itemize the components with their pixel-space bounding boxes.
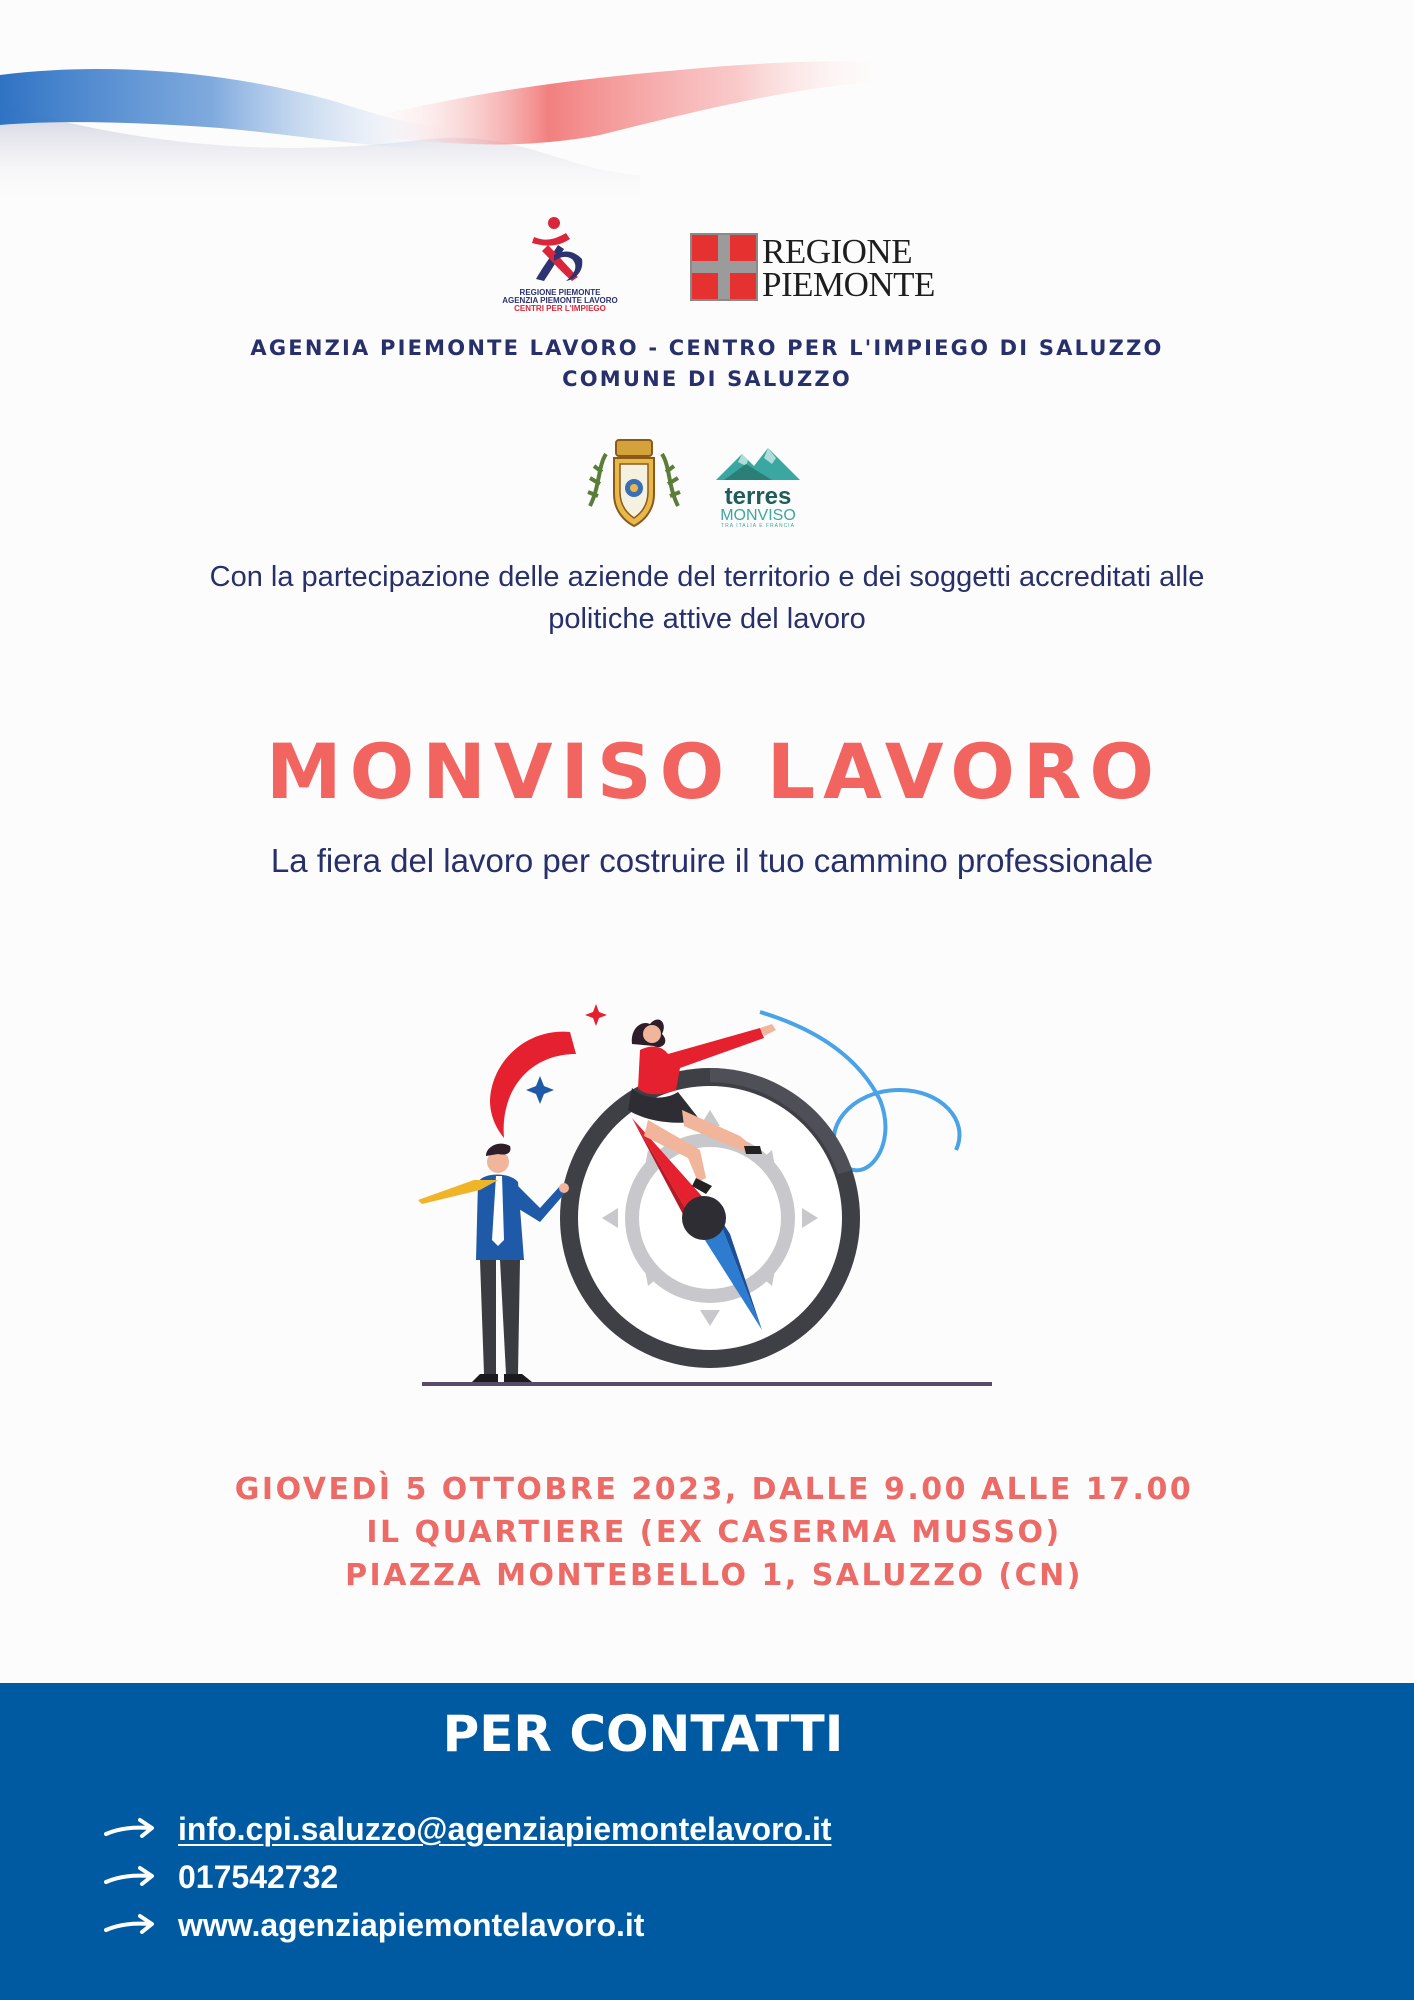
terres-tagline: TRA ITALIA E FRANCIA xyxy=(721,523,795,529)
man-figure xyxy=(418,1144,569,1382)
event-date: GIOVEDÌ 5 OTTOBRE 2023, DALLE 9.00 ALLE 17.00 xyxy=(234,1472,1194,1507)
needle-pivot xyxy=(682,1196,726,1240)
mountain-icon xyxy=(712,446,804,482)
regione-piemonte-flag xyxy=(690,233,758,301)
sparkle-icon xyxy=(526,1076,554,1104)
subtitle: La fiera del lavoro per costruire il tuo cammino professionale xyxy=(270,842,1154,879)
cpi-logo xyxy=(496,215,624,320)
regione-line1: REGIONE xyxy=(762,232,913,271)
contact-email-row xyxy=(104,1807,832,1851)
organizer-line-2: COMUNE DI SALUZZO xyxy=(562,367,852,391)
sparkle-icon xyxy=(585,1004,607,1026)
website-link[interactable]: www.agenziapiemontelavoro.it xyxy=(178,1906,645,1943)
cpi-logo-text xyxy=(496,289,624,313)
crescent-shape xyxy=(490,1032,576,1138)
contact-website-row xyxy=(104,1903,644,1947)
intro-line-1: Con la partecipazione delle aziende del territorio e dei soggetti accreditati alle xyxy=(209,561,1205,593)
event-venue: IL QUARTIERE (EX CASERMA MUSSO) xyxy=(366,1515,1062,1550)
wave-decoration xyxy=(0,0,1414,220)
cpi-line2: AGENZIA PIEMONTE LAVORO xyxy=(502,296,618,305)
terres-monviso-logo xyxy=(712,446,804,530)
logo-row-top xyxy=(0,215,1414,325)
regione-piemonte-text xyxy=(762,232,935,304)
intro-text xyxy=(150,556,1264,640)
cpi-line3: CENTRI PER L'IMPIEGO xyxy=(514,304,606,313)
contact-footer xyxy=(0,1683,1414,2000)
arrow-icon xyxy=(104,1862,158,1892)
event-address: PIAZZA MONTEBELLO 1, SALUZZO (CN) xyxy=(345,1558,1083,1593)
footer-title: PER CONTATTI xyxy=(442,1705,844,1763)
regione-piemonte-logo xyxy=(690,232,935,304)
cpi-line1: REGIONE PIEMONTE xyxy=(519,288,601,297)
saluzzo-crest xyxy=(584,436,684,532)
arrow-icon xyxy=(104,1814,158,1844)
logo-row-middle xyxy=(0,436,1414,532)
monviso-text: MONVISO xyxy=(720,507,796,524)
phone-number: 017542732 xyxy=(178,1858,339,1895)
event-details xyxy=(0,1468,1414,1597)
page-title: MONVISO LAVORO xyxy=(265,727,1163,816)
contact-phone-row xyxy=(104,1855,338,1899)
terres-text: terres xyxy=(724,483,792,510)
cpi-symbol-icon xyxy=(496,215,624,285)
compass-illustration xyxy=(400,950,1020,1400)
arrow-icon xyxy=(104,1910,158,1940)
regione-line2: PIEMONTE xyxy=(762,265,935,304)
organizer-line-1: AGENZIA PIEMONTE LAVORO - CENTRO PER L'IMPIEGO DI SALUZZO xyxy=(250,336,1164,360)
email-link[interactable]: info.cpi.saluzzo@agenziapiemontelavoro.it xyxy=(178,1810,832,1847)
intro-line-2: politiche attive del lavoro xyxy=(548,603,866,635)
